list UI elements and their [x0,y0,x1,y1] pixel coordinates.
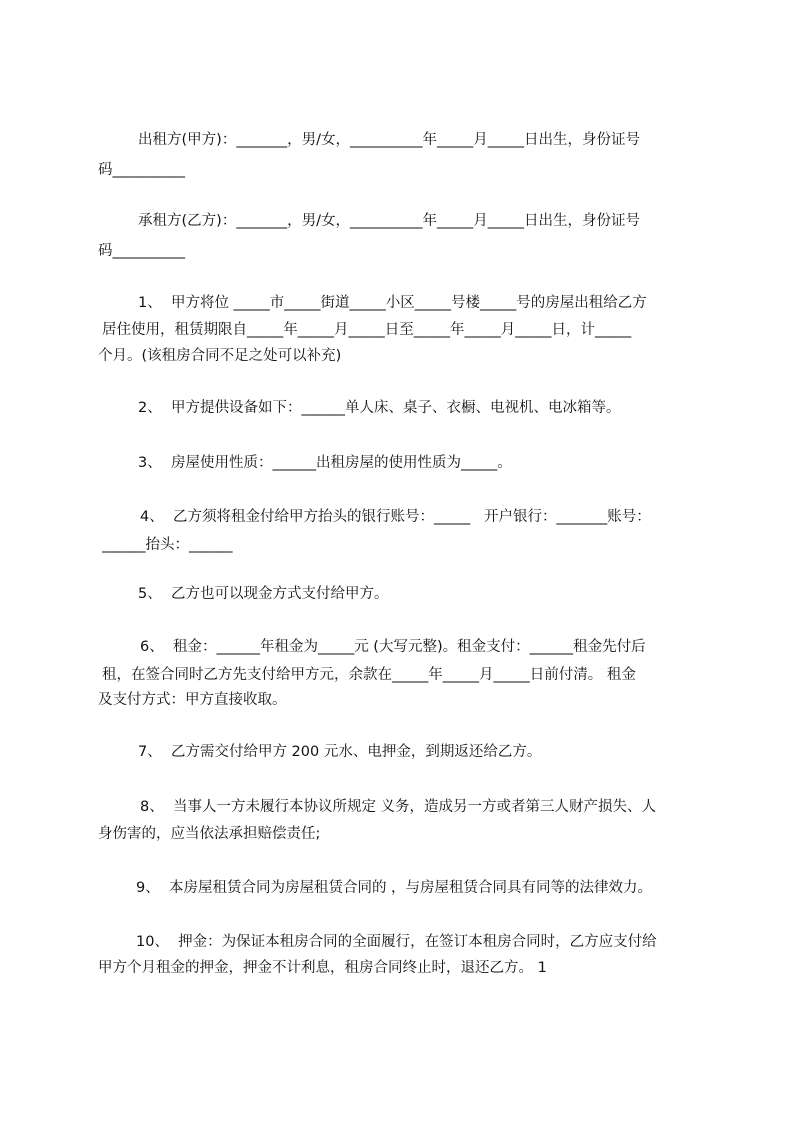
clause-1-line1: 1、 甲方将位 _____市_____街道_____小区_____号楼_____号的房屋出租给乙方 [138,295,647,311]
clause-6-line1: 6、 租金：______年租金为_____元 (大写元整)。租金支付：______租金先付后 [140,639,646,655]
para-lessor-line2: 码__________ [98,162,185,178]
clause-1-line3: 个月。(该租房合同不足之处可以补充) [98,348,342,364]
clause-4-line1: 4、 乙方须将租金付给甲方抬头的银行账号：_____ 开户银行：_______账号： [140,509,651,525]
clause-1-line2: 居住使用，租赁期限自_____年_____月_____日至_____年_____月_____日，计_____ [102,322,632,338]
para-lessor-line1: 出租方(甲方)：_______，男/女，__________年_____月_____日出生，身份证号 [138,132,640,148]
clause-8-line1: 8、 当事人一方未履行本协议所规定 义务，造成另一方或者第三人财产损失、人 [140,799,657,815]
clause-8-line2: 身伤害的，应当依法承担赔偿责任; [98,826,321,842]
clause-6-line3: 及支付方式：甲方直接收取。 [98,692,287,708]
clause-3: 3、 房屋使用性质：______出租房屋的使用性质为_____。 [138,455,512,471]
clause-10-line2: 甲方个月租金的押金，押金不计利息，租房合同终止时，退还乙方。 1 [98,960,547,976]
clause-10-line1: 10、 押金：为保证本租房合同的全面履行，在签订本租房合同时，乙方应支付给 [136,934,657,950]
clause-5: 5、 乙方也可以现金方式支付给甲方。 [138,586,389,602]
clause-7: 7、 乙方需交付给甲方 200 元水、电押金，到期返还给乙方。 [138,744,542,760]
clause-2: 2、 甲方提供设备如下：______单人床、桌子、衣橱、电视机、电冰箱等。 [138,400,621,416]
clause-4-line2: ______抬头：______ [102,537,233,553]
para-lessee-line2: 码__________ [98,243,185,259]
clause-6-line2: 租，在签合同时乙方先支付给甲方元，余款在_____年_____月_____日前付清。 租金 [102,667,636,683]
clause-9: 9、 本房屋租赁合同为房屋租赁合同的 ，与房屋租赁合同具有同等的法律效力。 [136,880,653,896]
para-lessee-line1: 承租方(乙方)：_______，男/女，__________年_____月_____日出生，身份证号 [138,213,640,229]
